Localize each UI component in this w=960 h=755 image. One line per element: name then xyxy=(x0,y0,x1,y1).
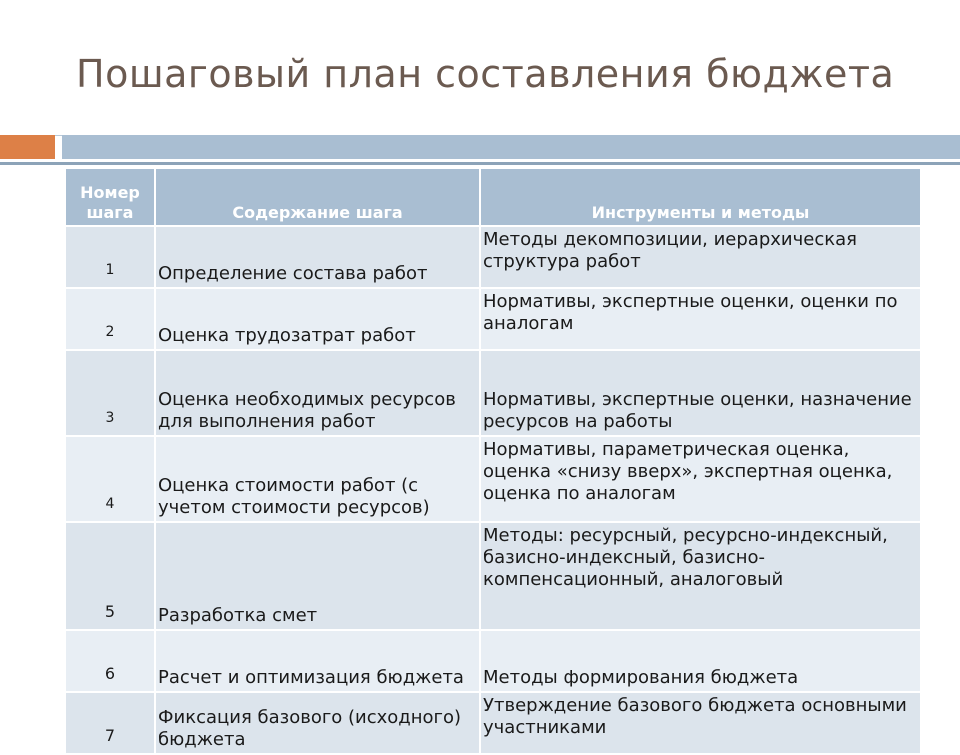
step-number: 4 xyxy=(65,436,155,522)
table-row xyxy=(65,630,921,692)
step-content: Расчет и оптимизация бюджета xyxy=(155,630,480,692)
step-number: 7 xyxy=(65,692,155,754)
step-number: 1 xyxy=(65,226,155,288)
accent-bar xyxy=(0,135,55,159)
step-tools: Нормативы, экспертные оценки, оценки по аналогам xyxy=(480,288,921,350)
step-tools: Нормативы, экспертные оценки, назначение ресурсов на работы xyxy=(480,350,921,436)
step-tools: Методы декомпозиции, иерархическая структура работ xyxy=(480,226,921,288)
step-content: Оценка трудозатрат работ xyxy=(155,288,480,350)
table-row xyxy=(65,350,921,436)
step-content: Оценка стоимости работ (с учетом стоимости ресурсов) xyxy=(155,436,480,522)
step-tools: Утверждение базового бюджета основными участниками xyxy=(480,692,921,754)
slide-title: Пошаговый план составления бюджета xyxy=(76,52,895,96)
header-tools: Инструменты и методы xyxy=(480,168,921,226)
table-row xyxy=(65,226,921,288)
budget-plan-table xyxy=(64,167,920,755)
step-tools: Методы: ресурсный, ресурсно-индексный, базисно-индексный, базисно-компенсационный, аналоговый xyxy=(480,522,921,630)
table-row xyxy=(65,692,921,754)
step-content: Оценка необходимых ресурсов для выполнения работ xyxy=(155,350,480,436)
step-content: Фиксация базового (исходного) бюджета xyxy=(155,692,480,754)
step-content: Разработка смет xyxy=(155,522,480,630)
step-number: 3 xyxy=(65,350,155,436)
header-band xyxy=(62,135,960,159)
header-content: Содержание шага xyxy=(155,168,480,226)
table-row xyxy=(65,436,921,522)
header-divider xyxy=(0,162,960,165)
step-tools: Методы формирования бюджета xyxy=(480,630,921,692)
table-row xyxy=(65,288,921,350)
step-number: 6 xyxy=(65,630,155,692)
table-header-row xyxy=(65,168,921,226)
step-number: 2 xyxy=(65,288,155,350)
table-row xyxy=(65,522,921,630)
step-content: Определение состава работ xyxy=(155,226,480,288)
step-number: 5 xyxy=(65,522,155,630)
header-number: Номер шага xyxy=(65,168,155,226)
step-tools: Нормативы, параметрическая оценка, оценка «снизу вверх», экспертная оценка, оценка по аналогам xyxy=(480,436,921,522)
